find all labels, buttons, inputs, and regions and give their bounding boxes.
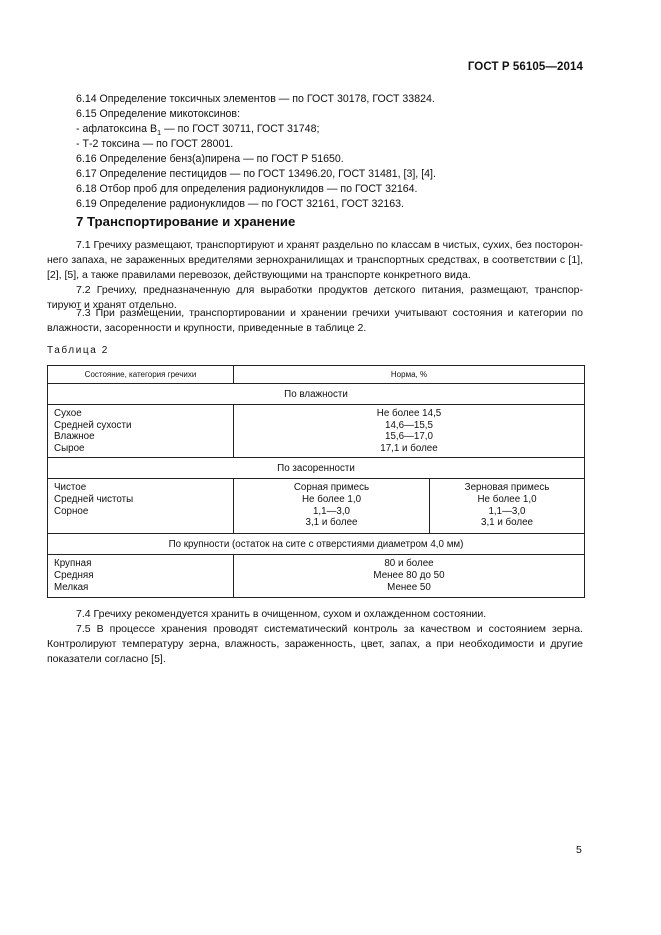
size-norms [234,555,585,598]
table-subheader-row [48,458,585,479]
norm-value: 1,1—3,0 [312,505,351,517]
section-7-heading: 7 Транспортирование и хранение [76,214,296,229]
paragraph-7-4 [47,607,583,622]
size-subheader: По крупности (остаток на сите с отверстиями диаметром 4,0 мм) [48,534,585,555]
page-number: 5 [576,844,582,856]
list-item: - Т-2 токсина — по ГОСТ 28001. [76,138,234,150]
aflatoxin-subscript: 1 [157,128,162,138]
paragraph-7-2-text: 7.2 Гречиху, предназначенную для выработки продуктов детского питания, размещают, транспортируют и хранят отдельно. [47,284,583,311]
list-item: 6.19 Определение радионуклидов — по ГОСТ 32161, ГОСТ 32163. [76,198,404,210]
norm-value: 17,1 и более [380,442,438,454]
norm-value: 3,1 и более [305,517,358,529]
aflatoxin-label: - афлатоксина B [76,123,158,135]
weed-impurity-column [234,479,430,534]
state-label: Средней сухости [54,419,132,431]
list-item-aflatoxin [76,122,596,137]
weed-impurity-header: Сорная примесь [293,482,370,494]
norm-value: 15,6—17,0 [385,431,433,443]
list-item: 6.16 Определение бенз(а)пирена — по ГОСТ Р 51650. [76,153,344,165]
paragraph-7-1 [47,238,583,283]
humidity-subheader: По влажности [48,384,585,405]
norm-value: Не более 1,0 [477,493,537,505]
table-subheader-row [48,384,585,405]
section-6-list [76,92,596,212]
table-subheader-row [48,534,585,555]
grain-impurity-header: Зерновая примесь [464,482,550,494]
table-2 [47,365,585,598]
paragraph-7-5 [47,622,583,667]
norm-value: Менее 80 до 50 [373,569,445,581]
state-label: Средней чистоты [54,493,134,505]
state-label: Сухое [54,408,82,419]
contamination-states [48,479,234,534]
size-states [48,555,234,598]
paragraph-7-3 [47,306,583,336]
list-item: 6.17 Определение пестицидов — по ГОСТ 13496.20, ГОСТ 31481, [3], [4]. [76,168,436,180]
norm-value: 80 и более [384,558,434,570]
state-label: Сырое [54,442,85,454]
paragraph-7-1-text: 7.1 Гречиху размещают, транспортируют и хранят раздельно по классам в чистых, сухих, без постороннего запаха, не зараженных вредителями зернохранилищах и транспортных средствах, в соответствии с [1], [2], [5], а также правилами перевозок, действующими на транспорте конкретного вида. [47,239,583,281]
table-row [48,405,585,458]
norm-value: Не более 1,0 [301,493,362,505]
list-item: 6.15 Определение микотоксинов: [76,108,241,120]
humidity-states [48,405,234,458]
table-caption: Таблица 2 [47,345,109,356]
norm-value: 3,1 и более [481,517,533,529]
paragraph-7-3-text: 7.3 При размещении, транспортировании и хранении гречихи учитывают состояния и категории по влажности, засоренности и крупности, приведенные в таблице 2. [47,307,583,334]
col-header-norm: Норма, % [234,366,585,384]
grain-impurity-column [430,479,585,534]
state-label: Чистое [54,482,87,494]
table-header-row [48,366,585,384]
humidity-norms [234,405,585,458]
norm-value: Менее 50 [387,581,431,593]
paragraph-7-4-text: 7.4 Гречиху рекомендуется хранить в очищенном, сухом и охлажденном состоянии. [76,608,487,620]
norm-value: 1,1—3,0 [488,505,526,517]
paragraph-7-5-text: 7.5 В процессе хранения проводят систематический контроль за качеством и состоянием зерна. Контролируют температуру зерна, влажность, зараженность, цвет, запах, а при необходимости и другие показатели согласно [5]. [47,623,583,665]
state-label: Сорное [54,505,89,517]
norm-value: 14,6—15,5 [385,419,433,431]
document-code-header: ГОСТ Р 56105—2014 [467,61,583,73]
state-label: Мелкая [54,581,89,593]
col-header-state: Состояние, категория гречихи [48,366,234,384]
contamination-subheader: По засоренности [48,458,585,479]
state-label: Средняя [54,569,94,581]
table-row [48,555,585,598]
list-item: 6.14 Определение токсичных элементов — по ГОСТ 30178, ГОСТ 33824. [76,93,435,105]
norm-value: Не более 14,5 [376,408,442,419]
table-row [48,479,585,534]
list-item: 6.18 Отбор проб для определения радионуклидов — по ГОСТ 32164. [76,183,418,195]
state-label: Крупная [54,558,92,570]
state-label: Влажное [54,431,95,443]
aflatoxin-standards: — по ГОСТ 30711, ГОСТ 31748; [161,123,320,135]
